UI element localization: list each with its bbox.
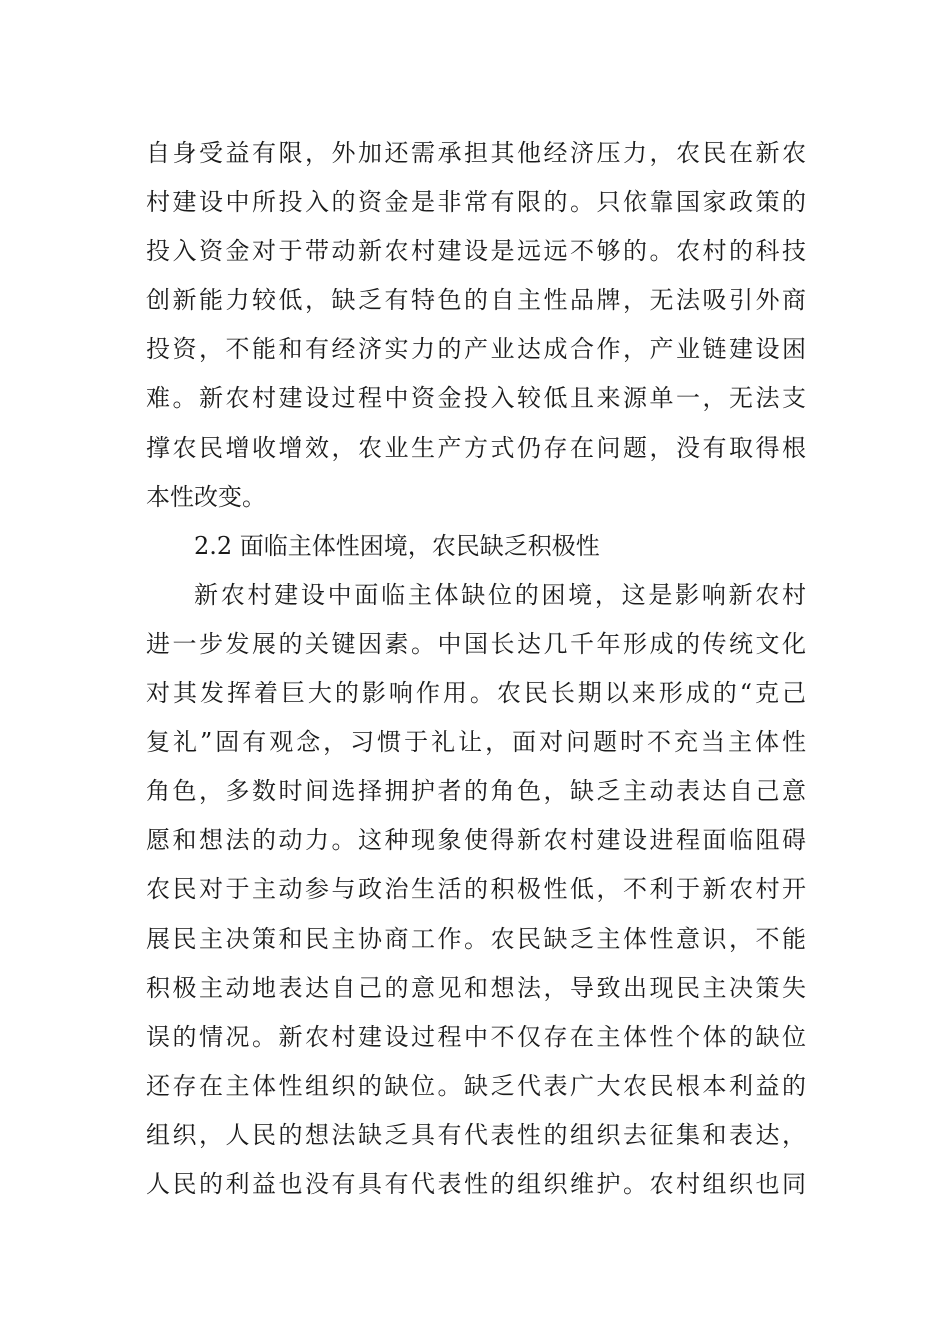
section-heading: 2.2 面临主体性困境，农民缺乏积极性 — [194, 531, 600, 560]
paragraph-line: 村建设中所投入的资金是非常有限的。只依靠国家政策的 — [146, 188, 806, 217]
paragraph-line: 自身受益有限，外加还需承担其他经济压力，农民在新农 — [146, 139, 806, 167]
paragraph-line: 角色，多数时间选择拥护者的角色，缺乏主动表达自己意 — [146, 777, 806, 806]
paragraph-line: 误的情况。新农村建设过程中不仅存在主体性个体的缺位 — [146, 1022, 806, 1051]
paragraph-line: 展民主决策和民主协商工作。农民缺乏主体性意识，不能 — [146, 924, 806, 953]
paragraph-line: 农民对于主动参与政治生活的积极性低，不利于新农村开 — [146, 875, 806, 904]
paragraph-line: 新农村建设中面临主体缺位的困境，这是影响新农村 — [194, 580, 806, 609]
paragraph-line: 创新能力较低，缺乏有特色的自主性品牌，无法吸引外商 — [146, 286, 806, 315]
paragraph-line: 愿和想法的动力。这种现象使得新农村建设进程面临阻碍 — [146, 826, 806, 855]
paragraph-line: 投入资金对于带动新农村建设是远远不够的。农村的科技 — [146, 237, 806, 266]
paragraph-line: 还存在主体性组织的缺位。缺乏代表广大农民根本利益的 — [146, 1071, 806, 1100]
paragraph-line: 难。新农村建设过程中资金投入较低且来源单一，无法支 — [146, 384, 806, 413]
paragraph-line: 进一步发展的关键因素。中国长达几千年形成的传统文化 — [146, 629, 806, 658]
paragraph-line: 复礼”固有观念，习惯于礼让，面对问题时不充当主体性 — [146, 728, 806, 757]
paragraph-line: 对其发挥着巨大的影响作用。农民长期以来形成的“克己 — [146, 679, 806, 708]
document-body — [146, 129, 806, 1209]
paragraph-1 — [146, 129, 806, 522]
paragraph-line: 撑农民增收增效，农业生产方式仍存在问题，没有取得根 — [146, 433, 806, 462]
paragraph-line: 投资，不能和有经济实力的产业达成合作，产业链建设困 — [146, 335, 806, 364]
paragraph-line: 组织，人民的想法缺乏具有代表性的组织去征集和表达， — [146, 1120, 806, 1149]
paragraph-2 — [146, 571, 806, 1209]
paragraph-line: 本性改变。 — [146, 482, 266, 511]
paragraph-line: 积极主动地表达自己的意见和想法，导致出现民主决策失 — [146, 973, 806, 1002]
paragraph-line: 人民的利益也没有具有代表性的组织维护。农村组织也同 — [146, 1169, 806, 1198]
